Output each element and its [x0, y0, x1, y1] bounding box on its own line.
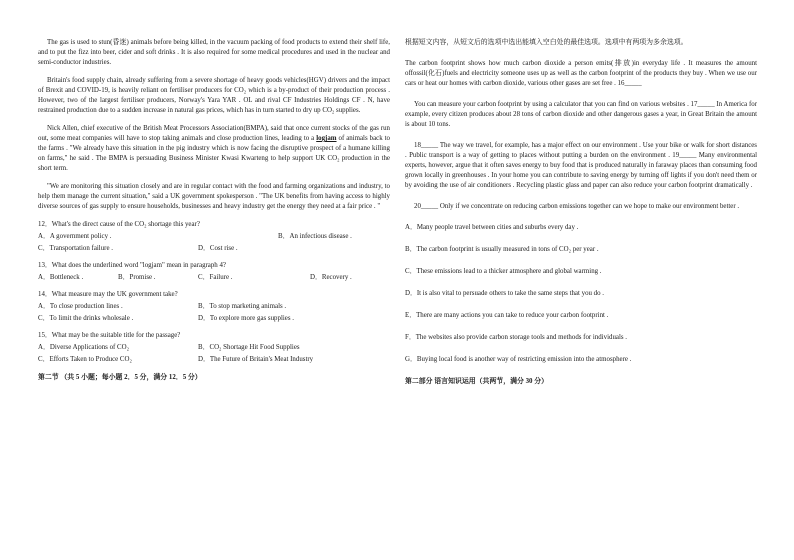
option-c: C．To limit the drinks wholesale .	[38, 315, 134, 322]
question-stem: 12．What's the direct cause of the CO₂ shortage this year?	[38, 221, 200, 228]
option-e: E．There are many actions you can take to reduce your carbon footprint .	[405, 312, 609, 319]
option-b: B．An infectious disease .	[278, 233, 352, 240]
option-a: A．To close production lines .	[38, 303, 123, 310]
option-d: D．Cost rise .	[198, 245, 238, 252]
question-stem: 14．What measure may the UK government take?	[38, 291, 178, 298]
left-column	[38, 38, 390, 383]
cloze-paragraph-1: The carbon footprint shows how much carbon dioxide a person emits(排放)in everyday life . It measures the amount offossil(化石)fuels and electricity someone uses up as well as the carbon footprint of the products they buy . When we use our cars or heat our homes with carbon dioxide, various other gases are set free . 16_____	[405, 60, 757, 87]
option-d: D．To explore more gas supplies .	[198, 315, 294, 322]
question-14	[38, 290, 390, 324]
question-15	[38, 331, 390, 365]
question-stem: 15．What may be the suitable title for the passage?	[38, 332, 181, 339]
cloze-paragraph-3: 18_____ The way we travel, for example, has a major effect on our environment . Use your bike or walk for short distances . Public transport is a way of getting to places without putting a burden on the environment . 19_____ Many environmental experts, however, argue that it often saves energy to buy food that is produced naturally in faraway places than consuming food grown locally in greenhouses . In your home you can contribute to saving energy by turning off lights if you don't need them or by avoiding the use of air conditioners . Recycling plastic glass and paper can also reduce your carbon footprint dramatically .	[405, 142, 757, 189]
paragraph-3-start: Nick Allen, chief executive of the British Meat Processors Association(BMPA), said that once current stocks of the gas run out, some meat companies will have to stop taking animals and close production lines, leading to a	[38, 125, 390, 142]
passage-paragraph-4: "We are monitoring this situation closely and are in regular contact with the food and farming organizations and industry, to help them manage the current situation," said a UK government spokesperson . "The UK benefits from having access to highly diverse sources of gas supply to ensure households, businesses and heavy industry get the energy they need at a fair price . "	[38, 183, 390, 210]
question-13	[38, 261, 390, 283]
option-f: F．The websites also provide carbon storage tools and methods for individuals .	[405, 334, 627, 341]
option-b: B．Promise .	[118, 274, 156, 281]
right-column	[405, 38, 757, 387]
option-c: C．Transportation failure .	[38, 245, 113, 252]
option-d: D．It is also vital to persuade others to take the same steps that you do .	[405, 290, 605, 297]
question-12	[38, 220, 390, 254]
option-a: A．Many people travel between cities and suburbs every day .	[405, 224, 579, 231]
paragraph-3-end: of animals back to the farms . "We already have this situation in the pig industry which is now facing the disruptive prospect of a humane killing on farms," he said . The BMPA is persuading Business Minister Kwasi Kwarteng to help support UK CO₂ production in the short term.	[38, 135, 390, 172]
passage-paragraph-2: Britain's food supply chain, already suffering from a severe shortage of heavy goods vehicles(HGV) drivers and the impact of Brexit and COVID-19, is heavily reliant on fertiliser producers for CO₂ which is a by-product of their production process . However, two of the largest fertiliser producers, Norway's Yara YAR . OL and rival CF Industries Holdings CF . N, have restrained production due to a sudden increase in natural gas prices, which has in turn started to dry up CO₂ supplies.	[38, 77, 390, 114]
options-list	[405, 223, 757, 365]
instructions: 根据短文内容，从短文后的选项中选出能填入空白处的最佳选项。选项中有两项为多余选项。	[405, 39, 688, 46]
option-b: B．The carbon footprint is usually measured in tons of CO₂ per year .	[405, 246, 599, 253]
option-d: D．The Future of Britain's Meat Industry	[198, 356, 314, 363]
option-d: D．Recovery .	[310, 274, 352, 281]
option-c: C．Failure .	[198, 274, 233, 281]
cloze-paragraph-2: You can measure your carbon footprint by using a calculator that you can find on various websites . 17_____ In America for example, every citizen produces about 28 tons of carbon dioxide and other dangerous gases a year, in Great Britain the amount is about 10 tons.	[405, 101, 757, 128]
option-a: A．A government policy .	[38, 233, 112, 240]
cloze-paragraph-4: 20_____ Only if we concentrate on reducing carbon emissions together can we hope to make our environment better .	[414, 203, 740, 210]
section-footer-left: 第二节 （共 5 小题；每小题 2．5 分，满分 12．5 分）	[38, 374, 202, 381]
option-a: A．Bottleneck .	[38, 274, 84, 281]
option-g: G．Buying local food is another way of restricting emission into the atmosphere .	[405, 356, 632, 363]
passage-paragraph-3	[38, 124, 390, 174]
question-stem: 13．What does the underlined word "logjam" mean in paragraph 4?	[38, 262, 226, 269]
option-c: C．These emissions lead to a thicker atmosphere and global warming .	[405, 268, 602, 275]
option-a: A．Diverse Applications of CO₂	[38, 344, 130, 351]
option-c: C．Efforts Taken to Produce CO₂	[38, 356, 132, 363]
option-b: B．To stop marketing animals .	[198, 303, 287, 310]
passage-paragraph-1: The gas is used to stun(昏迷) animals before being killed, in the vacuum packing of food products to extend their shelf life, and to put the fizz into beer, cider and soft drinks . It is also required for some medical procedures and used in the nuclear and semi-conductor industries.	[38, 39, 390, 66]
section-footer-right: 第二部分 语言知识运用（共两节，满分 30 分）	[405, 378, 548, 385]
option-b: B．CO₂ Shortage Hit Food Supplies	[198, 344, 300, 351]
underlined-word-logjam: logjam	[316, 135, 337, 142]
